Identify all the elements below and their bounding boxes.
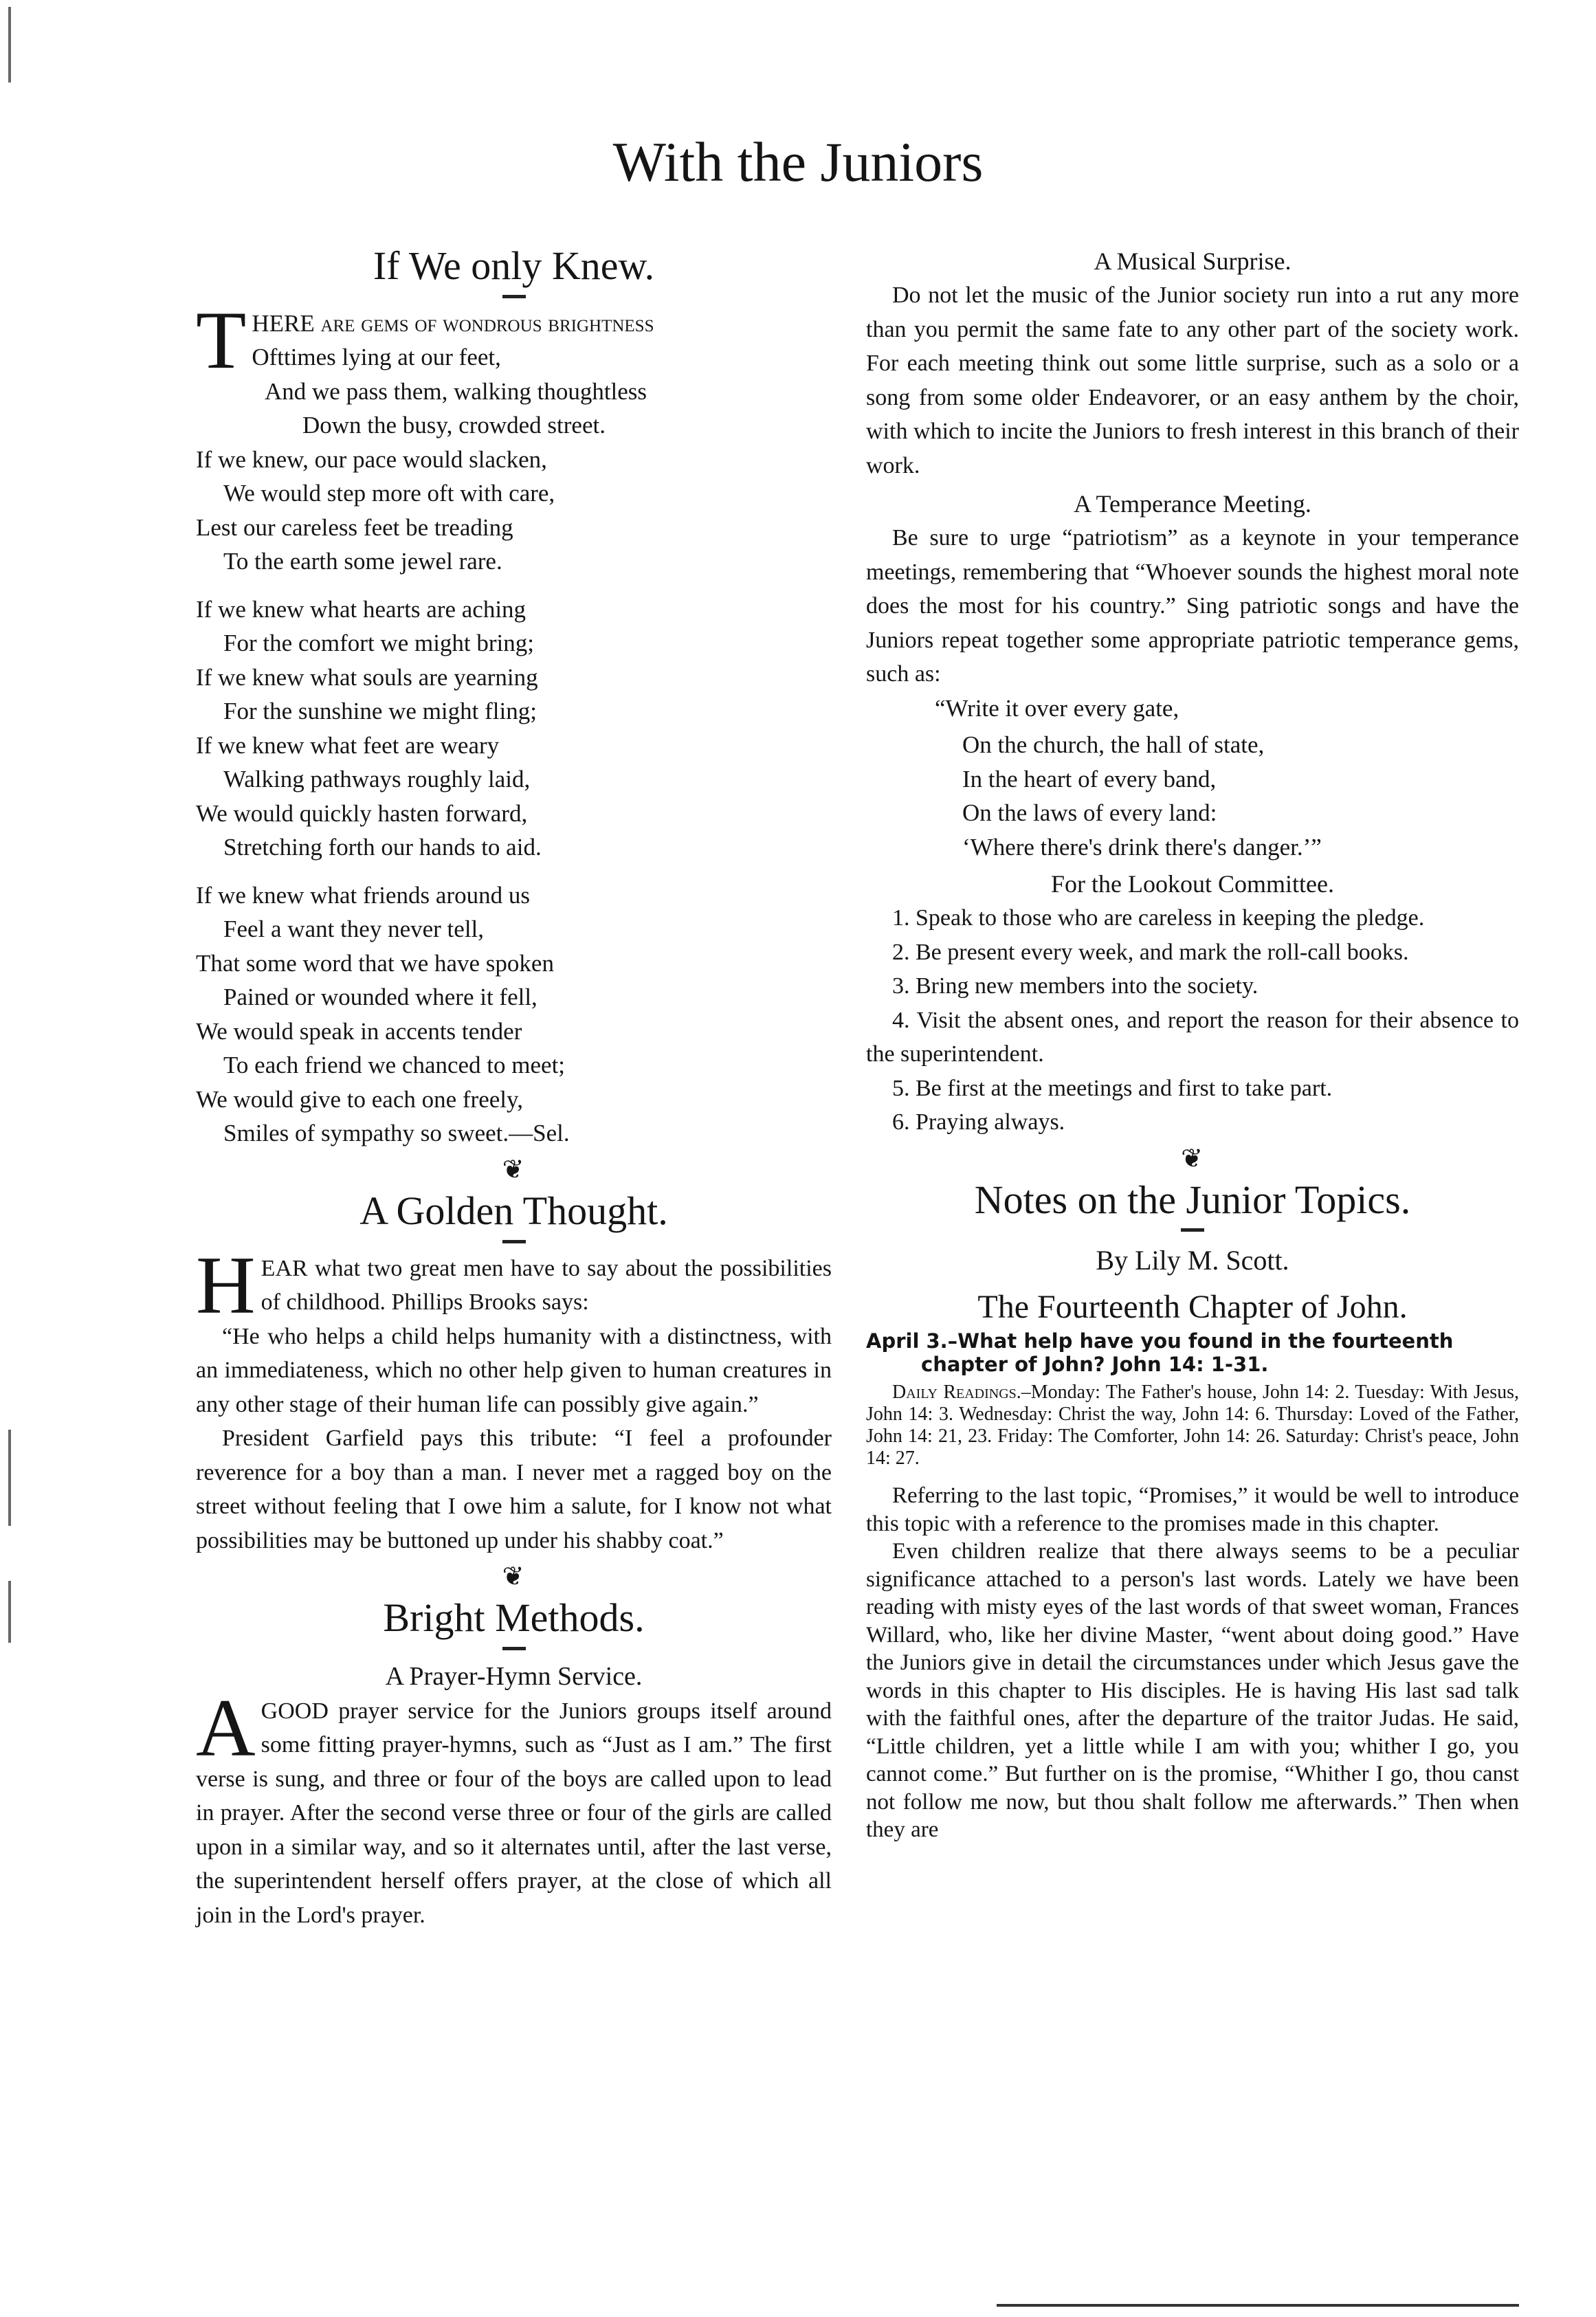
poem-line: For the sunshine we might fling; — [223, 698, 537, 725]
verse-line: “Write it over every gate, — [935, 694, 1179, 722]
drop-cap: H — [196, 1239, 256, 1331]
temperance-text: Be sure to urge “patriotism” as a keynote in your temperance meetings, remembering that “Whoever sounds the highest moral note does the most for his country.” Sing patriotic songs and have the Juniors repeat together some appropriate patriotic temperance gems, such as: — [866, 525, 1519, 687]
poem-line: If we knew what feet are weary — [196, 731, 500, 759]
notes-chapter: The Fourteenth Chapter of John. — [977, 1289, 1408, 1326]
poem-line: We would give to each one freely, — [196, 1085, 523, 1113]
lookout-section — [866, 867, 1519, 1140]
bright-text: AGOOD prayer service for the Juniors groups itself around some fitting prayer-hymns, such as “Just as I am.” The first verse is sung, and three or four of the boys are called upon to lead in prayer. After the second verse three or four of the girls are called upon in a similar way, and so it alternates until, after the last verse, the superintendent herself offers prayer, at the close of which all join in the Lord's prayer. — [196, 1681, 832, 1928]
margin-mark — [8, 1581, 11, 1643]
golden-thought-section — [196, 1189, 832, 1557]
poem-line: If we knew what hearts are aching — [196, 595, 527, 623]
margin-mark — [8, 1430, 11, 1526]
verse-line: In the heart of every band, — [962, 765, 1217, 792]
poem-line: To each friend we chanced to meet; — [223, 1052, 566, 1079]
list-item: 2. Be present every week, and mark the roll-call books. — [892, 939, 1409, 965]
title-dash — [502, 295, 526, 298]
title-dash — [502, 1647, 526, 1650]
poem-line: Smiles of sympathy so sweet.—Sel. — [223, 1120, 570, 1147]
poem-line: To the earth some jewel rare. — [223, 548, 502, 575]
poem-line: If we knew what friends around us — [196, 881, 530, 909]
topic-question — [866, 1329, 1519, 1376]
poem-line: We would speak in accents tender — [196, 1017, 522, 1045]
notes-title: Notes on the Junior Topics. — [974, 1177, 1411, 1222]
temperance-title: A Temperance Meeting. — [1074, 490, 1311, 518]
poem-line: Walking pathways roughly laid, — [223, 766, 531, 793]
verse-line: ‘Where there's drink there's danger.’” — [962, 833, 1322, 861]
poem-line: Ofttimes lying at our feet, — [252, 344, 501, 371]
poem-line: We would step more oft with care, — [223, 480, 555, 507]
poem-line: If we knew, our pace would slacken, — [196, 445, 547, 473]
readings-text: –Monday: The Father's house, John 14: 2. Tuesday: With Jesus, John 14: 3. Wednesday: Christ the way, John 14: 6. Thursday: Loved of the Father, John 14: 21, 23. Friday: The Comforter, John 14: 26. Saturday: Christ's peace, John 14: 27. — [866, 1382, 1519, 1470]
musical-section — [866, 244, 1519, 483]
margin-mark — [8, 7, 11, 82]
title-dash — [1181, 1228, 1204, 1232]
list-item: 5. Be first at the meetings and first to take part. — [892, 1075, 1333, 1101]
ornament-icon: ❦ — [502, 1155, 526, 1184]
poem-stanza-1 — [196, 293, 832, 579]
poem-stanza-3 — [196, 878, 832, 1151]
list-item: 1. Speak to those who are careless in keeping the pledge. — [892, 905, 1425, 931]
left-column — [196, 244, 832, 1932]
bright-methods-section — [196, 1596, 832, 1932]
daily-readings — [866, 1382, 1519, 1470]
poem-line: We would quickly hasten forward, — [196, 799, 528, 827]
musical-text: Do not let the music of the Junior society run into a rut any more than you permit the same fate to any other part of the society work. For each meeting think out some little surprise, such as a solo or a song from some older Endeavorer, or an easy anthem by the choir, with which to incite the Juniors to fresh interest in this branch of their work. — [866, 282, 1519, 478]
topic-question-line: chapter of John? John 14: 1-31. — [921, 1353, 1269, 1377]
notes-paragraph-2: Even children realize that there always seems to be a peculiar significance attached to a person's last words. Lately we have been reading with misty eyes of the last words of that sweet woman, Frances Willard, who, like her divine Master, “went about doing good.” Have the Juniors give in detail the circumstances under which Jesus gave the words in this chapter to His disciples. He is having His last sad talk with the faithful ones, after the departure of the traitor Judas. He said, “Little children, yet a little while I am with you; whither I go, you cannot come.” But further on is the promise, “Whither I go, thou canst not follow me now, but thou shalt follow me afterwards.” Then when they are — [866, 1539, 1519, 1843]
verse-line: On the church, the hall of state, — [962, 731, 1265, 758]
poem-line: Stretching forth our hands to aid. — [223, 834, 542, 861]
poem-line: If we knew what souls are yearning — [196, 663, 538, 691]
list-item: 4. Visit the absent ones, and report the reason for their absence to the superintendent. — [866, 1007, 1519, 1067]
golden-quote-brooks: “He who helps a child helps humanity with a distinctness, with an immediateness, which no other help given to human creatures in any other stage of their human life can possibly give again.” — [196, 1323, 832, 1417]
right-column — [866, 244, 1519, 1844]
list-item: 3. Bring new members into the society. — [892, 973, 1259, 999]
poem-line: Down the busy, crowded street. — [302, 412, 606, 439]
lookout-title: For the Lookout Committee. — [1051, 870, 1334, 898]
lookout-list — [866, 901, 1519, 1140]
bright-title: Bright Methods. — [383, 1595, 645, 1641]
drop-cap: A — [196, 1681, 256, 1773]
poem-line: Lest our careless feet be treading — [196, 513, 513, 541]
notes-paragraph-1: Referring to the last topic, “Promises,” it would be well to introduce this topic with a reference to the promises made in this chapter. — [866, 1483, 1519, 1536]
notes-byline: By Lily M. Scott. — [1096, 1245, 1289, 1276]
bottom-rule — [997, 2304, 1519, 2307]
page-title: With the Juniors — [612, 131, 984, 193]
poem-line: Feel a want they never tell, — [223, 916, 485, 943]
topic-question-line: April 3.–What help have you found in the fourteenth — [866, 1329, 1454, 1353]
list-item: 6. Praying always. — [892, 1109, 1065, 1135]
poem-line: That some word that we have spoken — [196, 949, 554, 977]
poem-line: HERE are gems of wondrous brightness — [252, 309, 654, 337]
ornament-icon: ❦ — [1181, 1144, 1204, 1173]
golden-quote-garfield: President Garfield pays this tribute: “I feel a profounder reverence for a boy than a man. I never met a ragged boy on the street without feeling that I owe him a salute, for I know not what possibilities may be buttoned up under his shabby coat.” — [196, 1426, 832, 1553]
drop-cap: T — [196, 293, 247, 386]
poem-section — [196, 244, 832, 1151]
title-dash — [502, 1240, 526, 1243]
poem-line: Pained or wounded where it fell, — [223, 984, 537, 1011]
bright-subtitle: A Prayer-Hymn Service. — [385, 1661, 643, 1691]
poem-title: If We only Knew. — [373, 243, 655, 288]
temperance-section — [866, 487, 1519, 864]
temperance-verse — [866, 691, 1519, 865]
notes-section — [866, 1178, 1519, 1844]
poem-line: For the comfort we might bring; — [223, 630, 535, 657]
verse-line: On the laws of every land: — [962, 799, 1217, 826]
musical-title: A Musical Surprise. — [1094, 247, 1292, 275]
golden-intro: HEAR what two great men have to say about the possibilities of childhood. Phillips Brooks says: — [196, 1239, 832, 1331]
golden-title: A Golden Thought. — [359, 1188, 668, 1233]
poem-stanza-2 — [196, 592, 832, 865]
ornament-icon: ❦ — [502, 1562, 526, 1592]
poem-line: And we pass them, walking thoughtless — [265, 377, 647, 405]
readings-label: Daily Readings. — [892, 1382, 1021, 1404]
